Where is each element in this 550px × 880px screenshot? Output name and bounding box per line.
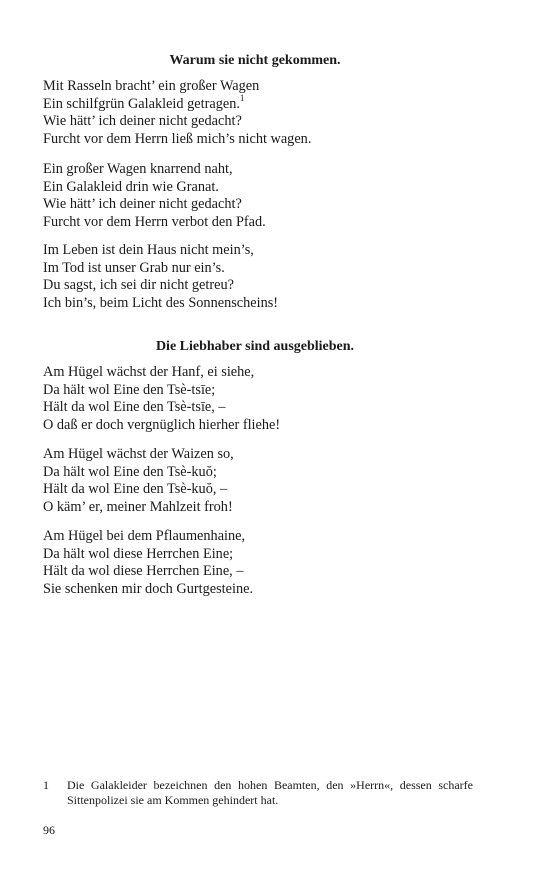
verse-line: Ein großer Wagen knarrend naht, (43, 161, 233, 177)
poem-stanza (43, 364, 483, 434)
verse-line: Furcht vor dem Herrn ließ mich’s nicht wagen. (43, 130, 312, 147)
verse-line: Am Hügel wächst der Waizen so, (43, 446, 234, 462)
verse-line: Wie hätt’ ich deiner nicht gedacht? (43, 196, 242, 212)
verse-line: Im Tod ist unser Grab nur ein’s. (43, 259, 225, 276)
poem-title: Warum sie nicht gekommen. (169, 53, 341, 68)
verse-line: Sie schenken mir doch Gurtgesteine. (43, 580, 254, 597)
page-number: 96 (43, 823, 55, 837)
verse-line: Furcht vor dem Herrn verbot den Pfad. (43, 213, 266, 230)
verse-line: Am Hügel wächst der Hanf, ei siehe, (43, 364, 255, 380)
footnote-reference[interactable]: 1 (239, 92, 245, 103)
footnote-text: Die Galakleider bezeichnen den hohen Beamten, den »Herrn«, dessen scharfe Sittenpolizei sie am Kommen gehindert hat. (67, 778, 473, 807)
verse-line: Du sagst, ich sei dir nicht getreu? (43, 277, 234, 293)
footnote (43, 778, 473, 808)
verse-line: Ich bin’s, beim Licht des Sonnenscheins! (43, 294, 279, 311)
verse-line: Hält da wol Eine den Tsè-kuŏ, – (43, 481, 228, 497)
verse-line: Hält da wol diese Herrchen Eine, – (43, 563, 244, 579)
poem-stanza (43, 161, 483, 231)
verse-line: O käm’ er, meiner Mahlzeit froh! (43, 498, 233, 515)
verse-line: Am Hügel bei dem Pflaumenhaine, (43, 528, 246, 544)
verse-line: O daß er doch vergnüglich hierher fliehe! (43, 416, 281, 433)
verse-line: Wie hätt’ ich deiner nicht gedacht? (43, 113, 242, 129)
verse-line: Ein Galakleid drin wie Granat. (43, 178, 219, 195)
poem-stanza (43, 242, 483, 312)
verse-line-with-footnote (43, 92, 483, 114)
verse-line: Da hält wol diese Herrchen Eine; (43, 545, 234, 562)
verse-line: Da hält wol Eine den Tsè-kuŏ; (43, 463, 217, 480)
poem-stanza (43, 446, 483, 516)
verse-line: Mit Rasseln bracht’ ein großer Wagen (43, 78, 260, 94)
verse-line-text: Ein schilfgrün Galakleid getragen. (43, 95, 240, 112)
poem-title: Die Liebhaber sind ausgeblieben. (155, 339, 355, 354)
poem-stanza (43, 528, 483, 598)
verse-line: Im Leben ist dein Haus nicht mein’s, (43, 242, 254, 258)
verse-line: Da hält wol Eine den Tsè-tsīe; (43, 381, 216, 398)
verse-line: Hält da wol Eine den Tsè-tsīe, – (43, 399, 226, 415)
poem-stanza (43, 78, 483, 148)
footnote-number: 1 (43, 778, 49, 792)
